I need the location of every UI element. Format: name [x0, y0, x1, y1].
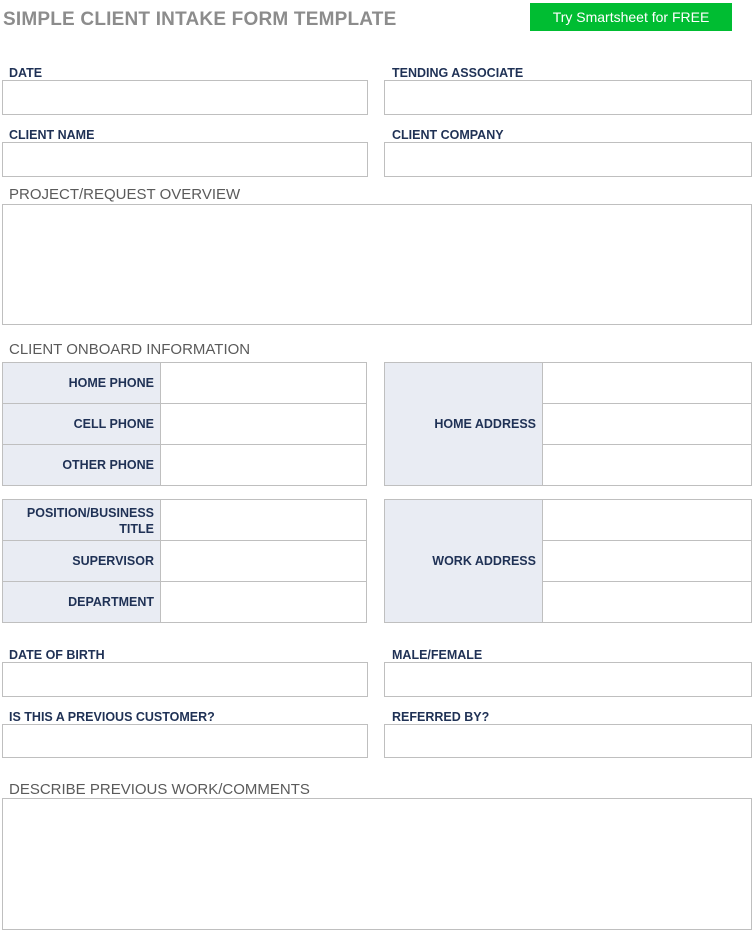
date-of-birth-field[interactable]: [2, 662, 368, 697]
home-address-table: [384, 362, 752, 486]
date-of-birth-label: DATE OF BIRTH: [9, 648, 105, 662]
comments-field[interactable]: [2, 798, 752, 930]
work-address-line-3[interactable]: [543, 582, 752, 623]
tending-associate-field[interactable]: [384, 80, 752, 115]
tending-associate-label: TENDING ASSOCIATE: [392, 66, 524, 80]
department-field[interactable]: [161, 582, 367, 623]
previous-customer-label: IS THIS A PREVIOUS CUSTOMER?: [9, 710, 215, 724]
male-female-field[interactable]: [384, 662, 752, 697]
home-phone-field[interactable]: [161, 363, 367, 404]
page-title: SIMPLE CLIENT INTAKE FORM TEMPLATE: [3, 9, 397, 30]
supervisor-label: SUPERVISOR: [3, 541, 161, 582]
home-phone-label: HOME PHONE: [3, 363, 161, 404]
project-overview-heading: PROJECT/REQUEST OVERVIEW: [9, 186, 241, 203]
position-table: [2, 499, 367, 623]
client-company-label: CLIENT COMPANY: [392, 128, 504, 142]
phone-table: [2, 362, 367, 486]
date-label: DATE: [9, 66, 43, 80]
home-address-label: HOME ADDRESS: [385, 363, 543, 486]
comments-heading: DESCRIBE PREVIOUS WORK/COMMENTS: [9, 781, 310, 798]
home-address-line-1[interactable]: [543, 363, 752, 404]
home-address-line-3[interactable]: [543, 445, 752, 486]
cell-phone-field[interactable]: [161, 404, 367, 445]
other-phone-field[interactable]: [161, 445, 367, 486]
referred-by-label: REFERRED BY?: [392, 710, 490, 724]
work-address-line-2[interactable]: [543, 541, 752, 582]
client-company-field[interactable]: [384, 142, 752, 177]
other-phone-label: OTHER PHONE: [3, 445, 161, 486]
client-name-label: CLIENT NAME: [9, 128, 95, 142]
try-smartsheet-button[interactable]: Try Smartsheet for FREE: [530, 3, 732, 31]
department-label: DEPARTMENT: [3, 582, 161, 623]
project-overview-field[interactable]: [2, 204, 752, 325]
date-field[interactable]: [2, 80, 368, 115]
client-name-field[interactable]: [2, 142, 368, 177]
work-address-line-1[interactable]: [543, 500, 752, 541]
previous-customer-field[interactable]: [2, 724, 368, 758]
work-address-label: WORK ADDRESS: [385, 500, 543, 623]
work-address-table: [384, 499, 752, 623]
home-address-line-2[interactable]: [543, 404, 752, 445]
onboard-heading: CLIENT ONBOARD INFORMATION: [9, 341, 251, 358]
male-female-label: MALE/FEMALE: [392, 648, 483, 662]
position-title-label: POSITION/BUSINESS TITLE: [3, 500, 161, 541]
supervisor-field[interactable]: [161, 541, 367, 582]
position-title-field[interactable]: [161, 500, 367, 541]
referred-by-field[interactable]: [384, 724, 752, 758]
cell-phone-label: CELL PHONE: [3, 404, 161, 445]
